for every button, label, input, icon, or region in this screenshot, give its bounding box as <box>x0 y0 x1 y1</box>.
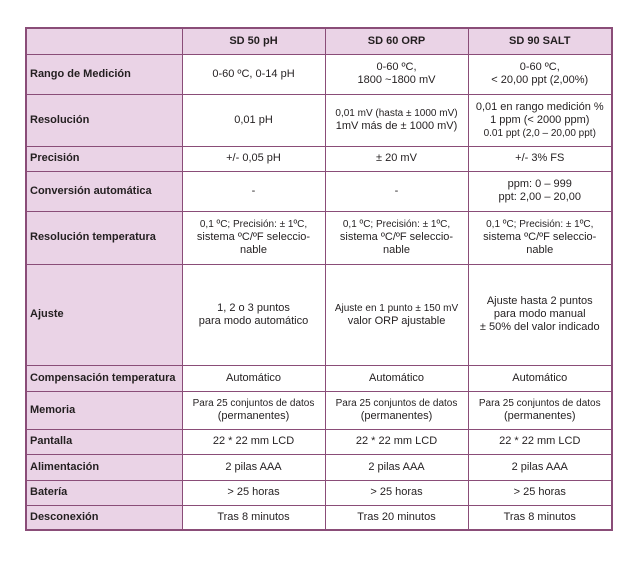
row-label: Conversión automática <box>26 171 182 211</box>
cell-line: 1800 ~1800 mV <box>357 74 436 86</box>
header-row <box>26 28 612 54</box>
table-row <box>26 171 612 211</box>
cell-line: +/- 0,05 pH <box>226 152 281 164</box>
table-row <box>26 429 612 454</box>
row-label: Ajuste <box>26 264 182 365</box>
cell-line: 0,1 ºC; Precisión: ± 1ºC, <box>199 219 308 230</box>
table-cell <box>468 54 612 94</box>
table-cell <box>325 146 468 171</box>
cell-line: nable <box>383 244 410 256</box>
table-cell <box>325 391 468 429</box>
table-cell <box>468 211 612 264</box>
cell-line: para modo automático <box>198 314 309 327</box>
table-cell <box>468 454 612 480</box>
row-label: Batería <box>26 480 182 505</box>
table-cell <box>182 146 325 171</box>
cell-line: nable <box>526 244 554 256</box>
cell-line: Automático <box>225 371 282 384</box>
table-cell <box>325 94 468 146</box>
cell-line: sistema ºC/ºF seleccio- <box>339 231 454 243</box>
table-row <box>26 365 612 391</box>
table-cell <box>325 505 468 530</box>
table-cell <box>468 505 612 530</box>
cell-line: nable <box>240 244 267 256</box>
cell-line: Para 25 conjuntos de datos <box>478 398 601 409</box>
cell-line: 0,1 ºC; Precisión: ± 1ºC, <box>342 219 451 230</box>
header-corner <box>26 28 182 54</box>
table-cell <box>468 264 612 365</box>
cell-line: 1 ppm (< 2000 ppm) <box>490 113 590 126</box>
cell-line: 0-60 ºC, 0-14 pH <box>212 67 295 80</box>
table-cell <box>468 146 612 171</box>
table-row <box>26 480 612 505</box>
cell-line: 1mV más de ± 1000 mV) <box>335 120 458 132</box>
cell-line: 0,01 pH <box>234 113 273 126</box>
row-label: Alimentación <box>26 454 182 480</box>
cell-line: 22 * 22 mm LCD <box>355 435 438 447</box>
cell-line: sistema ºC/ºF seleccio- <box>196 231 311 243</box>
cell-line: ± 20 mV <box>376 152 417 164</box>
header-sd60: SD 60 ORP <box>325 28 468 54</box>
cell-line: > 25 horas <box>513 486 566 498</box>
table-cell <box>325 480 468 505</box>
table-cell <box>182 94 325 146</box>
cell-line: < 20,00 ppt (2,00%) <box>491 74 589 86</box>
table-cell <box>182 365 325 391</box>
cell-line: - <box>394 184 399 197</box>
table-cell <box>325 429 468 454</box>
row-label: Compensación temperatura <box>26 365 182 391</box>
table-row <box>26 94 612 146</box>
table-cell <box>182 391 325 429</box>
table-row <box>26 264 612 365</box>
cell-line: (permanentes) <box>360 410 433 422</box>
spec-table-container <box>25 27 611 531</box>
cell-line: Automático <box>368 371 425 384</box>
cell-line: 22 * 22 mm LCD <box>212 435 295 447</box>
cell-line: 2 pilas AAA <box>368 460 425 473</box>
cell-line: 0.01 ppt (2,0 – 20,00 ppt) <box>483 127 596 139</box>
cell-line: Tras 20 minutos <box>357 510 436 523</box>
table-cell <box>325 264 468 365</box>
row-label: Resolución temperatura <box>26 211 182 264</box>
cell-line: Ajuste en 1 punto ± 150 mV <box>334 302 459 314</box>
table-cell <box>182 480 325 505</box>
cell-line: 2 pilas AAA <box>225 460 282 473</box>
cell-line: Ajuste hasta 2 puntos <box>486 295 593 307</box>
table-cell <box>182 54 325 94</box>
table-cell <box>325 171 468 211</box>
cell-line: > 25 horas <box>370 486 423 498</box>
cell-line: 0-60 ºC, <box>376 61 417 73</box>
table-cell <box>325 54 468 94</box>
header-sd90: SD 90 SALT <box>468 28 612 54</box>
cell-line: 22 * 22 mm LCD <box>499 435 581 447</box>
cell-line: Para 25 conjuntos de datos <box>335 398 458 409</box>
row-label: Memoria <box>26 391 182 429</box>
table-cell <box>468 94 612 146</box>
spec-table <box>25 27 613 531</box>
cell-line: Tras 8 minutos <box>503 510 576 523</box>
cell-line: 1, 2 o 3 puntos <box>217 301 290 314</box>
cell-line: 0,01 mV (hasta ± 1000 mV) <box>335 108 458 119</box>
cell-line: 0,01 en rango medición % <box>475 100 604 113</box>
table-cell <box>182 211 325 264</box>
table-row <box>26 505 612 530</box>
header-sd50: SD 50 pH <box>182 28 325 54</box>
table-row <box>26 211 612 264</box>
table-row <box>26 54 612 94</box>
cell-line: ppt: 2,00 – 20,00 <box>498 191 582 203</box>
table-row <box>26 146 612 171</box>
table-cell <box>182 264 325 365</box>
table-cell <box>468 391 612 429</box>
table-cell <box>468 365 612 391</box>
cell-line: > 25 horas <box>227 486 280 498</box>
cell-line: 0,1 ºC; Precisión: ± 1ºC, <box>486 219 594 230</box>
cell-line: valor ORP ajustable <box>347 314 446 327</box>
table-cell <box>182 505 325 530</box>
table-cell <box>468 171 612 211</box>
cell-line: 2 pilas AAA <box>511 460 568 473</box>
row-label: Precisión <box>26 146 182 171</box>
cell-line: +/- 3% FS <box>515 152 565 164</box>
table-cell <box>325 211 468 264</box>
row-label: Desconexión <box>26 505 182 530</box>
cell-line: Para 25 conjuntos de datos <box>192 398 315 409</box>
cell-line: ppm: 0 – 999 <box>507 178 572 190</box>
cell-line: 0-60 ºC, <box>519 61 560 73</box>
cell-line: Tras 8 minutos <box>217 510 290 523</box>
cell-line: ± 50% del valor indicado <box>479 321 600 333</box>
cell-line: (permanentes) <box>217 410 290 422</box>
row-label: Rango de Medición <box>26 54 182 94</box>
table-cell <box>182 171 325 211</box>
cell-line: (permanentes) <box>503 410 576 422</box>
cell-line: - <box>251 184 256 197</box>
cell-line: sistema ºC/ºF seleccio- <box>483 231 597 243</box>
spec-table-body <box>26 54 612 530</box>
table-row <box>26 391 612 429</box>
cell-line: Automático <box>512 371 568 384</box>
table-cell <box>182 429 325 454</box>
cell-line: para modo manual <box>493 308 586 320</box>
table-cell <box>325 454 468 480</box>
table-row <box>26 454 612 480</box>
table-cell <box>468 480 612 505</box>
table-cell <box>182 454 325 480</box>
table-cell <box>468 429 612 454</box>
table-cell <box>325 365 468 391</box>
row-label: Pantalla <box>26 429 182 454</box>
row-label: Resolución <box>26 94 182 146</box>
